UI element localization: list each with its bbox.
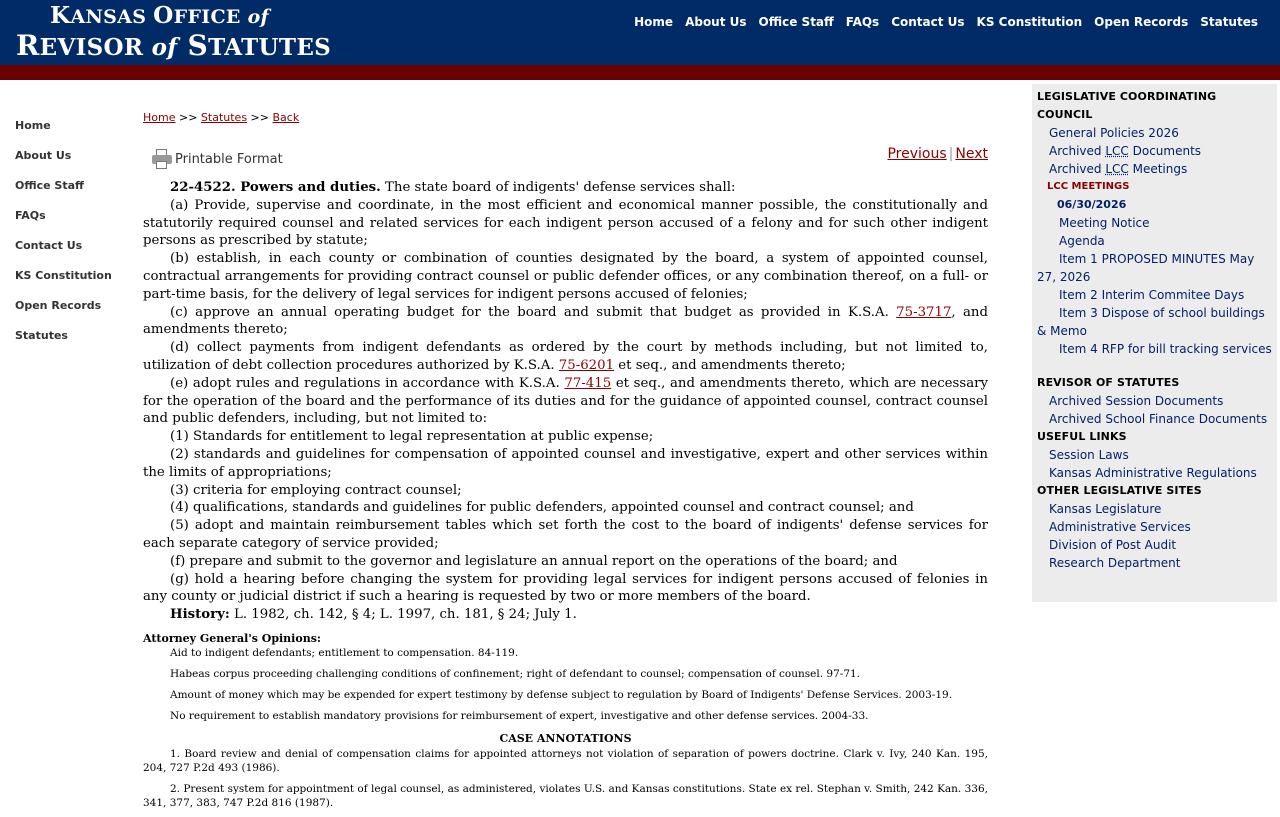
top-nav-contact-us[interactable]: Contact Us <box>891 15 965 29</box>
left-nav <box>15 118 112 358</box>
agenda-link[interactable]: Agenda <box>1059 234 1105 248</box>
left-nav-home[interactable]: Home <box>15 119 51 132</box>
statute-heading <box>143 179 988 197</box>
logo-text: TATUTES <box>208 34 332 62</box>
statute-text-run: et seq., and amendments thereto, which are necessary for the operation of the board and the performance of its duties and for the guidance of appointed counsel, contract counsel and public defenders, including, but not limited to: <box>143 375 988 427</box>
top-nav-faqs[interactable]: FAQs <box>845 15 880 29</box>
ag-opinion-item: Aid to indigent defendants; entitlement to compensation. 84-119. <box>170 646 519 659</box>
header-red-bar <box>0 65 1280 80</box>
lcc-abbreviation: LCC <box>1105 162 1129 176</box>
lcc-heading: LEGISLATIVE COORDINATING COUNCIL <box>1037 90 1217 121</box>
item-2-interim-days-link[interactable]: Item 2 Interim Commitee Days <box>1059 288 1245 302</box>
left-nav-faqs[interactable]: FAQs <box>15 209 46 222</box>
left-nav-about-us[interactable]: About Us <box>15 149 72 162</box>
statute-number-title: 22-4522. Powers and duties. <box>170 180 381 195</box>
left-nav-statutes[interactable]: Statutes <box>15 329 68 342</box>
statute-text-run: (d) collect payments from indigent defendants as ordered by the court by methods including, but not limited to, utilization of debt collection procedures authorized by K.S.A. <box>143 340 988 373</box>
top-nav-ks-constitution[interactable]: KS Constitution <box>976 15 1083 29</box>
logo-text: ANSAS <box>70 6 154 28</box>
item-4-rfp-link[interactable]: Item 4 RFP for bill tracking services <box>1059 342 1272 356</box>
site-logo[interactable] <box>16 2 332 63</box>
ag-opinion-item: Habeas corpus proceeding challenging conditions of confinement; right of defendant to counsel; compensation of counsel. 97-71. <box>170 667 861 680</box>
left-nav-contact-us[interactable]: Contact Us <box>15 239 83 252</box>
sidebar-spacer <box>1037 358 1272 374</box>
statute-item-3: (3) criteria for employing contract counsel; <box>170 482 462 498</box>
top-nav-statutes[interactable]: Statutes <box>1200 15 1258 29</box>
logo-text: of <box>151 34 178 62</box>
statute-subsection-a: (a) Provide, supervise and coordinate, in the most efficient and economical manner possible, the constitutionally and statutorily required counsel and related services for each indigent person accused of a felony and for such other indigent persons as prescribed by statute; <box>143 197 988 249</box>
ag-opinions-title: Attorney General's Opinions: <box>143 631 321 645</box>
history-text: L. 1982, ch. 142, § 4; L. 1997, ch. 181, § 24; July 1. <box>229 607 577 623</box>
statute-text-run: (c) approve an annual operating budget for the board and submit that budget as provided in K.S.A. <box>170 304 897 320</box>
item-3-dispose-school-link[interactable]: Item 3 Dispose of school buildings & Memo <box>1037 306 1265 338</box>
attorney-general-opinions <box>143 632 988 729</box>
ag-opinion-item: Amount of money which may be expended for expert testimony by defense subject to regulation by Board of Indigents' Defense Services. 2003-19. <box>170 688 953 701</box>
statute-item-5: (5) adopt and maintain reimbursement tables which set forth the cost to the board of indigents' defense services for each separate category of service provided; <box>143 518 988 551</box>
breadcrumb-back[interactable]: Back <box>272 111 300 124</box>
archived-session-documents-link[interactable]: Archived Session Documents <box>1049 394 1224 408</box>
statute-pagination <box>887 146 988 162</box>
statute-text-run: et seq., and amendments thereto; <box>614 357 846 373</box>
administrative-services-link[interactable]: Administrative Services <box>1049 520 1191 534</box>
pagination-separator: | <box>948 146 954 162</box>
left-nav-open-records[interactable]: Open Records <box>15 299 102 312</box>
statute-item-4: (4) qualifications, standards and guidelines for public defenders, appointed counsel and contract counsel; and <box>170 500 914 516</box>
ag-opinion-item: No requirement to establish mandatory provisions for reimbursement of expert, investigative and other defense services. 2004-33. <box>170 709 869 722</box>
right-sidebar <box>1032 84 1277 602</box>
main-content <box>143 111 988 817</box>
division-post-audit-link[interactable]: Division of Post Audit <box>1049 538 1177 552</box>
link-text: Archived <box>1049 144 1106 158</box>
next-link[interactable]: Next <box>955 146 988 162</box>
logo-text: O <box>153 2 174 29</box>
case-annotations <box>143 732 988 811</box>
lcc-abbreviation: LCC <box>1105 144 1129 158</box>
case-annotations-title: CASE ANNOTATIONS <box>499 731 632 745</box>
previous-link[interactable]: Previous <box>887 146 947 162</box>
case-annotation-item: 2. Present system for appointment of legal counsel, as administered, violates U.S. and Kansas constitutions. State ex rel. Stephan v. Smith, 242 Kan. 336, 341, 377, 383, 747 P.2d 816 (1987). <box>143 782 988 810</box>
ksa-75-3717-link[interactable]: 75-3717 <box>896 304 952 320</box>
top-nav-about-us[interactable]: About Us <box>685 15 747 29</box>
archived-lcc-documents-link[interactable] <box>1037 142 1272 160</box>
statute-history <box>143 606 988 624</box>
archived-lcc-meetings-link[interactable] <box>1037 160 1272 178</box>
general-policies-link[interactable]: General Policies 2026 <box>1049 126 1179 140</box>
breadcrumb-statutes[interactable]: Statutes <box>200 111 248 124</box>
logo-text: of <box>247 6 270 28</box>
statute-subsection-c <box>143 304 988 340</box>
breadcrumb <box>143 111 988 124</box>
logo-text: EVISOR <box>39 34 152 62</box>
useful-links-heading: USEFUL LINKS <box>1037 430 1127 443</box>
left-nav-office-staff[interactable]: Office Staff <box>15 179 84 192</box>
statute-text-run: (e) adopt rules and regulations in accordance with K.S.A. <box>170 375 565 391</box>
breadcrumb-home[interactable]: Home <box>143 111 176 124</box>
link-text: Documents <box>1128 144 1202 158</box>
statute-text-run: , and amendments thereto; <box>143 304 988 338</box>
meeting-notice-link[interactable]: Meeting Notice <box>1059 216 1150 230</box>
session-laws-link[interactable]: Session Laws <box>1049 448 1129 462</box>
meeting-date: 06/30/2026 <box>1057 198 1127 211</box>
link-text: Meetings <box>1128 162 1188 176</box>
lcc-meetings-label: LCC MEETINGS <box>1047 181 1130 192</box>
statute-subsection-e <box>143 375 988 428</box>
ksa-77-415-link[interactable]: 77-415 <box>564 375 612 391</box>
statute-item-2: (2) standards and guidelines for compensation of appointed counsel and investigative, expert and other services within the limits of appropriations; <box>143 446 988 480</box>
statute-subsection-f: (f) prepare and submit to the governor and legislature an annual report on the operations of the board; and <box>170 553 898 569</box>
link-text: Archived <box>1049 162 1106 176</box>
printer-icon <box>151 148 173 170</box>
case-annotation-item: 1. Board review and denial of compensation claims for appointed attorneys not violation of separation of powers doctrine. Clark v. Ivy, 240 Kan. 195, 204, 727 P.2d 493 (1986). <box>143 747 988 775</box>
item-1-minutes-link[interactable]: Item 1 PROPOSED MINUTES May 27, 2026 <box>1037 252 1255 284</box>
top-nav-office-staff[interactable]: Office Staff <box>758 15 834 29</box>
top-nav-open-records[interactable]: Open Records <box>1094 15 1189 29</box>
site-header <box>0 0 1280 65</box>
revisor-heading: REVISOR OF STATUTES <box>1037 376 1180 389</box>
research-department-link[interactable]: Research Department <box>1049 556 1181 570</box>
logo-text: FFICE <box>173 6 248 28</box>
history-label: History: <box>170 607 230 623</box>
other-sites-heading: OTHER LEGISLATIVE SITES <box>1037 484 1202 497</box>
top-nav-home[interactable]: Home <box>634 15 674 29</box>
statute-item-1: (1) Standards for entitlement to legal representation at public expense; <box>170 429 654 445</box>
statute-text <box>143 179 988 624</box>
statute-subsection-b: (b) establish, in each county or combination of counties designated by the board, a system of appointed counsel, contractual arrangements for providing contract counsel or public defender offices, or any combination thereof, on a full- or part-time basis, for the delivery of legal services for indigent persons accused of felonies; <box>143 251 988 302</box>
logo-text: R <box>16 29 40 63</box>
statute-subsection-d <box>143 339 988 375</box>
breadcrumb-separator: >> <box>175 111 201 124</box>
printable-format-link[interactable] <box>151 148 283 170</box>
breadcrumb-separator: >> <box>247 111 273 124</box>
printable-format-label: Printable Format <box>175 151 283 167</box>
ks-admin-regulations-link[interactable]: Kansas Administrative Regulations <box>1049 466 1257 480</box>
statute-intro: The state board of indigents' defense services shall: <box>380 180 736 195</box>
logo-text: K <box>50 2 71 29</box>
left-nav-ks-constitution[interactable]: KS Constitution <box>15 269 112 282</box>
ksa-75-6201-link[interactable]: 75-6201 <box>558 357 615 373</box>
top-nav <box>634 15 1258 29</box>
kansas-legislature-link[interactable]: Kansas Legislature <box>1049 502 1162 516</box>
statute-toolbar <box>143 138 988 174</box>
statute-subsection-g: (g) hold a hearing before changing the system for providing legal services for indigent persons accused of felonies in any county or judicial district if such a hearing is requested by two or more members of the board. <box>143 571 988 605</box>
archived-school-finance-link[interactable]: Archived School Finance Documents <box>1049 412 1268 426</box>
logo-text: S <box>177 29 209 63</box>
